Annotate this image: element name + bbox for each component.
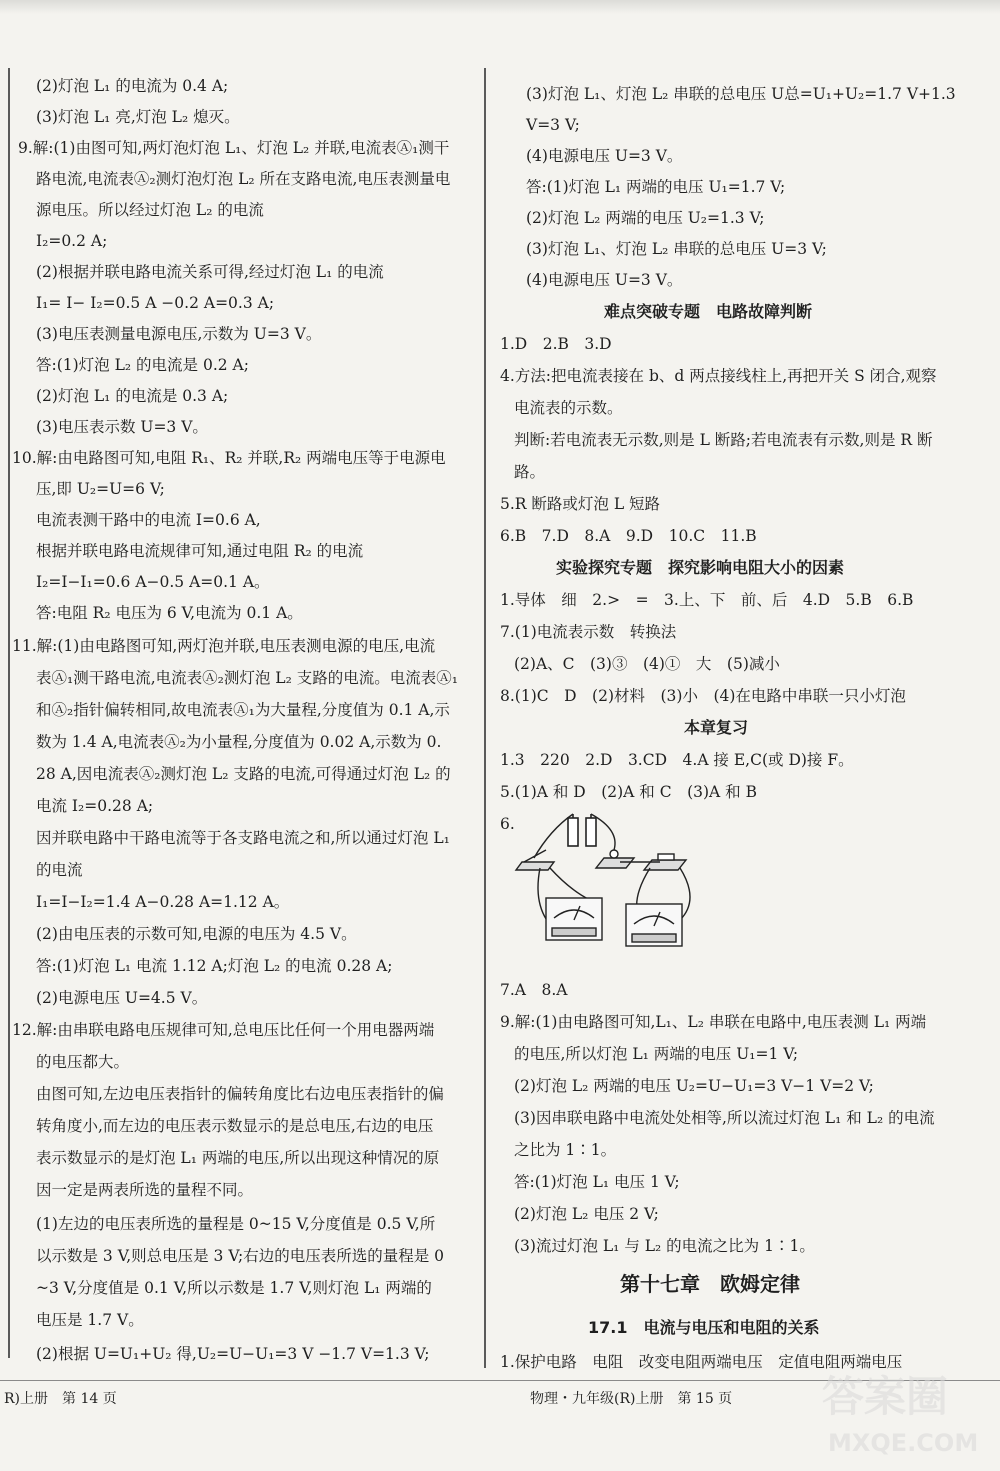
text-line: (2)根据 U=U₁+U₂ 得,U₂=U−U₁=3 V −1.7 V=1.3 V; <box>36 1345 430 1363</box>
text-line: 以示数是 3 V,则总电压是 3 V;右边的电压表所选的量程是 0 <box>36 1247 444 1265</box>
voltmeter-right-icon <box>626 904 682 946</box>
text-line: 电压是 1.7 V。 <box>36 1311 144 1329</box>
text-line: 的电压都大。 <box>36 1053 130 1071</box>
text-line: (2)灯泡 L₁ 的电流为 0.4 A; <box>36 77 229 95</box>
text-line: 8.(1)C D (2)材料 (3)小 (4)在电路中串联一只小灯泡 <box>500 687 906 705</box>
text-line: 电流 I₂=0.28 A; <box>36 797 154 815</box>
text-line: 源电压。所以经过灯泡 L₂ 的电流 <box>36 201 264 219</box>
text-line: (3)电压表测量电源电压,示数为 U=3 V。 <box>36 325 322 343</box>
text-line: (2)由电压表的示数可知,电源的电压为 4.5 V。 <box>36 925 357 943</box>
text-line: (3)灯泡 L₁、灯泡 L₂ 串联的总电压 U=3 V; <box>526 240 827 258</box>
text-line: (2)A、C (3)③ (4)① 大 (5)减小 <box>514 655 780 673</box>
text-line: V=3 V; <box>526 116 580 134</box>
text-line: (3)流过灯泡 L₁ 与 L₂ 的电流之比为 1∶1。 <box>514 1237 815 1255</box>
text-line: (2)灯泡 L₂ 两端的电压 U₂=1.3 V; <box>526 209 765 227</box>
text-line: 电流表的示数。 <box>514 399 623 417</box>
text-line: (4)电源电压 U=3 V。 <box>526 271 683 289</box>
text-line: 判断:若电流表无示数,则是 L 断路;若电流表有示数,则是 R 断 <box>514 431 933 449</box>
text-line: I₁= I− I₂=0.5 A −0.2 A=0.3 A; <box>36 294 275 312</box>
text-line: 因一定是两表所选的量程不同。 <box>36 1181 254 1199</box>
text-line: 转角度小,而左边的电压表示数显示的是总电压,右边的电压 <box>36 1117 434 1135</box>
text-line: (3)灯泡 L₁ 亮,灯泡 L₂ 熄灭。 <box>36 108 240 126</box>
text-line: 之比为 1∶1。 <box>514 1141 617 1159</box>
text-line: 答:(1)灯泡 L₁ 电流 1.12 A;灯泡 L₂ 的电流 0.28 A; <box>36 957 393 975</box>
section-heading: 17.1 电流与电压和电阻的关系 <box>588 1318 820 1337</box>
text-line: 11.解:(1)由电路图可知,两灯泡并联,电压表测电源的电压,电流 <box>12 637 436 655</box>
text-line: 10.解:由电路图可知,电阻 R₁、R₂ 并联,R₂ 两端电压等于电源电 <box>12 449 446 467</box>
footer-right-page: 物理・九年级(R)上册 第 15 页 <box>530 1391 733 1407</box>
text-line: (1)左边的电压表所选的量程是 0~15 V,分度值是 0.5 V,所 <box>36 1215 436 1233</box>
text-line: 9.解:(1)由图可知,两灯泡灯泡 L₁、灯泡 L₂ 并联,电流表Ⓐ₁测干 <box>18 139 450 157</box>
left-margin-rule <box>8 68 10 1358</box>
text-line: 6.B 7.D 8.A 9.D 10.C 11.B <box>500 527 757 545</box>
text-line: ~3 V,分度值是 0.1 V,所以示数是 1.7 V,则灯泡 L₁ 两端的 <box>36 1279 432 1297</box>
voltmeter-left-icon <box>546 898 602 940</box>
text-line: I₂=I−I₁=0.6 A−0.5 A=0.1 A。 <box>36 573 270 591</box>
text-line: (2)灯泡 L₂ 两端的电压 U₂=U−U₁=3 V−1 V=2 V; <box>514 1077 874 1095</box>
text-line: 1.保护电路 电阻 改变电阻两端电压 定值电阻两端电压 <box>500 1353 903 1371</box>
watermark-logo <box>818 1351 978 1461</box>
section-heading: 本章复习 <box>684 718 749 737</box>
text-line: 9.解:(1)由电路图可知,L₁、L₂ 串联在电路中,电压表测 L₁ 两端 <box>500 1013 927 1031</box>
text-line: (3)灯泡 L₁、灯泡 L₂ 串联的总电压 U总=U₁+U₂=1.7 V+1.3 <box>526 85 956 103</box>
section-heading: 难点突破专题 电路故障判断 <box>604 302 813 321</box>
text-line: 表示数显示的是灯泡 L₁ 两端的电压,所以出现这种情况的原 <box>36 1149 440 1167</box>
text-line: 答:(1)灯泡 L₂ 的电流是 0.2 A; <box>36 356 249 374</box>
text-line: 压,即 U₂=U=6 V; <box>36 480 165 498</box>
text-line: 6. <box>500 815 515 833</box>
text-line: 1.3 220 2.D 3.CD 4.A 接 E,C(或 D)接 F。 <box>500 751 854 769</box>
text-line: 路。 <box>514 463 546 481</box>
watermark-url: MXQE.COM <box>828 1429 978 1457</box>
section-heading: 实验探究专题 探究影响电阻大小的因素 <box>556 558 845 577</box>
text-line: 28 A,因电流表Ⓐ₂测灯泡 L₂ 支路的电流,可得通过灯泡 L₂ 的 <box>36 765 451 783</box>
text-line: (2)灯泡 L₁ 的电流是 0.3 A; <box>36 387 229 405</box>
bulb-icon <box>596 850 634 868</box>
text-line: 1.导体 细 2.> = 3.上、下 前、后 4.D 5.B 6.B <box>500 591 914 609</box>
text-line: 路电流,电流表Ⓐ₂测灯泡灯泡 L₂ 所在支路电流,电压表测量电 <box>36 170 451 188</box>
text-line: I₂=0.2 A; <box>36 232 108 250</box>
text-line: 数为 1.4 A,电流表Ⓐ₂为小量程,分度值为 0.02 A,示数为 0. <box>36 733 442 751</box>
text-line: 因并联电路中干路电流等于各支路电流之和,所以通过灯泡 L₁ <box>36 829 450 847</box>
text-line: 5.(1)A 和 D (2)A 和 C (3)A 和 B <box>500 783 757 801</box>
text-line: (4)电源电压 U=3 V。 <box>526 147 683 165</box>
watermark-main: 答案圈 <box>822 1372 949 1421</box>
switch-icon <box>516 850 554 870</box>
text-line: 5.R 断路或灯泡 L 短路 <box>500 495 661 513</box>
text-line: 和Ⓐ₂指针偏转相同,故电流表Ⓐ₁为大量程,分度值为 0.1 A,示 <box>36 701 450 719</box>
text-line: 4.方法:把电流表接在 b、d 两点接线柱上,再把开关 S 闭合,观察 <box>500 367 937 385</box>
text-line: (2)电源电压 U=4.5 V。 <box>36 989 208 1007</box>
text-line: 的电流 <box>36 861 83 879</box>
text-line: (3)电压表示数 U=3 V。 <box>36 418 208 436</box>
text-line: 电流表测干路中的电流 I=0.6 A, <box>36 511 261 529</box>
footer-left-page: R)上册 第 14 页 <box>4 1391 117 1407</box>
text-line: (2)根据并联电路电流关系可得,经过灯泡 L₁ 的电流 <box>36 263 384 281</box>
text-line: 答:(1)灯泡 L₁ 两端的电压 U₁=1.7 V; <box>526 178 786 196</box>
scan-top-edge <box>0 0 1000 14</box>
text-line: I₁=I−I₂=1.4 A−0.28 A=1.12 A。 <box>36 893 290 911</box>
text-line: 12.解:由串联电路电压规律可知,总电压比任何一个用电器两端 <box>12 1021 435 1039</box>
text-line: 7.(1)电流表示数 转换法 <box>500 623 677 641</box>
text-line: 由图可知,左边电压表指针的偏转角度比右边电压表指针的偏 <box>36 1085 444 1103</box>
battery-icon <box>568 814 596 846</box>
text-line: (3)因串联电路中电流处处相等,所以流过灯泡 L₁ 和 L₂ 的电流 <box>514 1109 935 1127</box>
text-line: 7.A 8.A <box>500 981 568 999</box>
text-line: 表Ⓐ₁测干路电流,电流表Ⓐ₂测灯泡 L₂ 支路的电流。电流表Ⓐ₁ <box>36 669 458 687</box>
column-divider <box>484 68 486 1368</box>
circuit-diagram <box>510 810 710 960</box>
text-line: 1.D 2.B 3.D <box>500 335 612 353</box>
text-line: 答:电阻 R₂ 电压为 6 V,电流为 0.1 A。 <box>36 604 303 622</box>
chapter-title: 第十七章 欧姆定律 <box>620 1272 800 1296</box>
text-line: (2)灯泡 L₂ 电压 2 V; <box>514 1205 659 1223</box>
text-line: 根据并联电路电流规律可知,通过电阻 R₂ 的电流 <box>36 542 364 560</box>
text-line: 答:(1)灯泡 L₁ 电压 1 V; <box>514 1173 680 1191</box>
text-line: 的电压,所以灯泡 L₁ 两端的电压 U₁=1 V; <box>514 1045 799 1063</box>
